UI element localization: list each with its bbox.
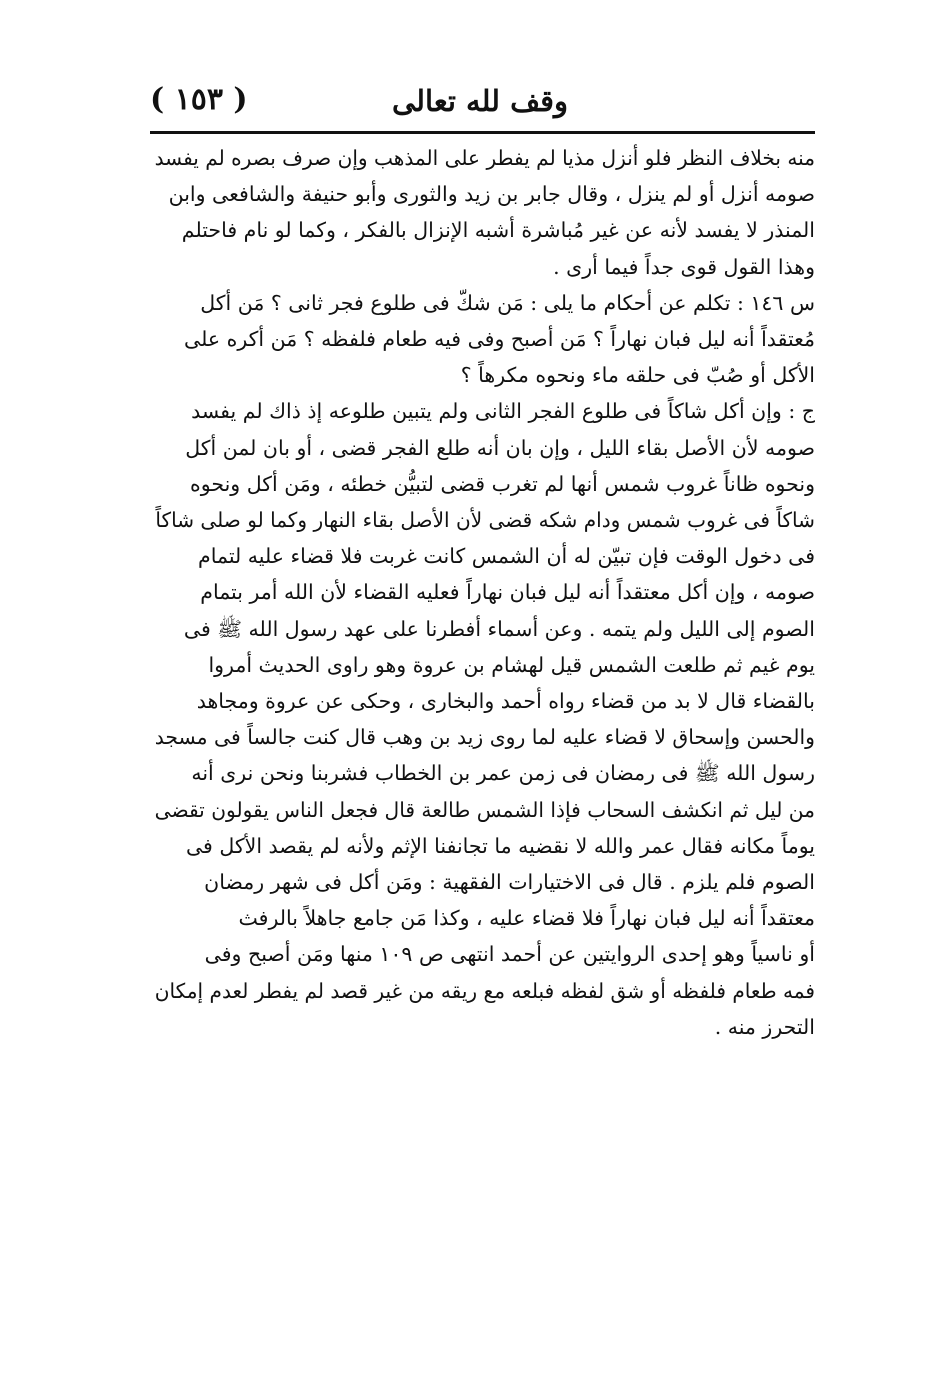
paragraph-intro — [155, 140, 815, 285]
text-line: فى دخول الوقت فإن تبيّن له أن الشمس كانت غربت فلا قضاء عليه لتمام — [198, 544, 815, 569]
text-line: س ١٤٦ : تكلم عن أحكام ما يلى : مَن شكّ فى طلوع فجر ثانى ؟ مَن أكل — [200, 290, 815, 315]
page-number: ( ١٥٣ ) — [150, 82, 248, 117]
text-line: رسول الله ﷺ فى رمضان فى زمن عمر بن الخطاب فشربنا ونحن نرى أنه — [191, 761, 815, 786]
page-header — [150, 82, 810, 128]
text-line: يوماً مكانه فقال عمر والله لا نقضيه ما تجانفنا الإثم ولأنه لم يقصد الأكل فى — [185, 833, 815, 858]
text-line: يوم غيم ثم طلعت الشمس قيل لهشام بن عروة وهو راوى الحديث أمروا — [208, 652, 815, 677]
page-body — [155, 140, 815, 1045]
text-line: مُعتقداً أنه ليل فبان نهاراً ؟ مَن أصبح وفى فيه طعام فلفظه ؟ مَن أكره على — [184, 327, 815, 352]
question-paragraph — [155, 285, 815, 394]
text-line: صومه ، وإن أكل معتقداً أنه ليل فبان نهاراً فعليه القضاء لأن الله أمر بتمام — [200, 580, 815, 605]
text-line: المنذر لا يفسد لأنه عن غير مُباشرة أشبه الإنزال بالفكر ، وكما لو نام فاحتلم — [181, 218, 815, 243]
text-line: أو ناسياً وهو إحدى الروايتين عن أحمد انتهى ص ١٠٩ منها ومَن أصبح وفى — [204, 942, 815, 967]
running-title: وقف لله تعالى — [392, 84, 568, 118]
text-line: ج : وإن أكل شاكاً فى طلوع الفجر الثانى ولم يتبين طلوعه إذ ذاك لم يفسد — [191, 399, 815, 424]
text-line: من ليل ثم انكشف السحاب فإذا الشمس طالعة قال فجعل الناس يقولون تقضى — [154, 797, 815, 822]
text-line: التحرز منه . — [714, 1014, 815, 1039]
text-line: فمه طعام فلفظه أو شق لفظه فبلعه مع ريقه من غير قصد لم يفطر لعدم إمكان — [154, 978, 815, 1003]
text-line: الأكل أو صُبّ فى حلقه ماء ونحوه مكرهاً ؟ — [460, 363, 815, 388]
header-rule — [150, 131, 815, 134]
text-line: شاكاً فى غروب شمس ودام شكه قضى لأن الأصل بقاء النهار وكما لو صلى شاكاً — [155, 508, 816, 533]
text-line: الصوم إلى الليل ولم يتمه . وعن أسماء أفطرنا على عهد رسول الله ﷺ فى — [183, 616, 815, 641]
text-line: ونحوه ظاناً غروب شمس أنها لم تغرب قضى لتبيُّن خطئه ، ومَن أكل ونحوه — [190, 471, 815, 496]
answer-paragraph — [155, 393, 815, 1045]
text-line: منه بخلاف النظر فلو أنزل مذيا لم يفطر على المذهب وإن صرف بصره لم يفسد — [154, 146, 815, 170]
text-line: معتقداً أنه ليل فبان نهاراً فلا قضاء عليه ، وكذا مَن جامع جاهلاً بالرفث — [238, 906, 815, 931]
text-line: والحسن وإسحاق لا قضاء عليه لما روى زيد بن وهب قال كنت جالساً فى مسجد — [154, 725, 816, 750]
text-line: بالقضاء قال لا بد من قضاء رواه أحمد والبخارى ، وحكى عن عروة ومجاهد — [196, 689, 815, 714]
text-line: صومه أنزل أو لم ينزل ، وقال جابر بن زيد والثورى وأبو حنيفة والشافعى وابن — [168, 182, 815, 207]
text-line: صومه لأن الأصل بقاء الليل ، وإن بان أنه طلع الفجر قضى ، أو بان لمن أكل — [185, 435, 815, 460]
text-line: وهذا القول قوى جداً فيما أرى . — [553, 254, 815, 279]
text-line: الصوم فلم يلزم . قال فى الاختيارات الفقهية : ومَن أكل فى شهر رمضان — [204, 870, 815, 895]
